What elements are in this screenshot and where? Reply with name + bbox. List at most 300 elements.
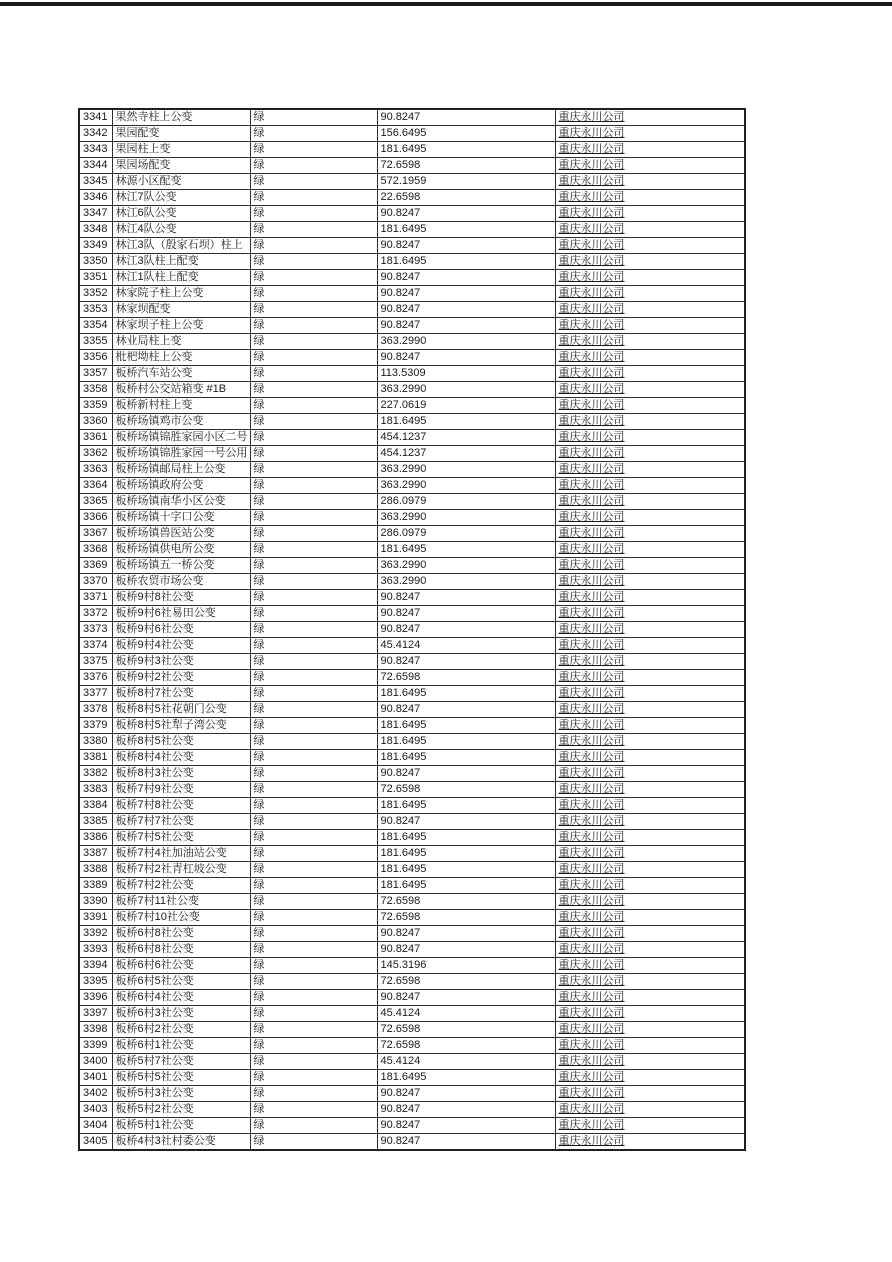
table-row <box>79 366 745 382</box>
company-link[interactable]: 重庆永川公司 <box>558 991 625 1003</box>
row-status-cell: 绿 <box>250 1006 377 1022</box>
row-number-cell: 3378 <box>79 702 112 718</box>
row-name-cell: 板桥场镇邮局柱上公变 <box>112 462 250 478</box>
row-company-cell[interactable] <box>555 862 745 878</box>
row-status-cell: 绿 <box>250 526 377 542</box>
row-value-cell: 45.4124 <box>377 1006 555 1022</box>
row-name-cell: 板桥8村4社公变 <box>112 750 250 766</box>
row-status-cell: 绿 <box>250 606 377 622</box>
row-company-cell[interactable] <box>555 126 745 142</box>
row-number-cell: 3375 <box>79 654 112 670</box>
row-status-cell: 绿 <box>250 638 377 654</box>
table-row <box>79 286 745 302</box>
row-name-cell: 板桥9村8社公变 <box>112 590 250 606</box>
row-value-cell: 363.2990 <box>377 382 555 398</box>
table-row <box>79 1086 745 1102</box>
row-status-cell: 绿 <box>250 109 377 126</box>
row-status-cell: 绿 <box>250 750 377 766</box>
row-number-cell: 3383 <box>79 782 112 798</box>
row-value-cell: 572.1959 <box>377 174 555 190</box>
row-value-cell: 72.6598 <box>377 782 555 798</box>
company-link[interactable]: 重庆永川公司 <box>558 415 625 427</box>
row-company-cell[interactable] <box>555 1086 745 1102</box>
row-number-cell: 3390 <box>79 894 112 910</box>
company-link[interactable]: 重庆永川公司 <box>558 655 625 667</box>
row-company-cell[interactable] <box>555 174 745 190</box>
row-company-cell[interactable] <box>555 109 745 126</box>
row-name-cell: 板桥8村5社花朝门公变 <box>112 702 250 718</box>
table-row <box>79 302 745 318</box>
company-link[interactable]: 重庆永川公司 <box>558 191 625 203</box>
table-row <box>79 238 745 254</box>
row-company-cell[interactable] <box>555 958 745 974</box>
table-row <box>79 878 745 894</box>
row-value-cell: 72.6598 <box>377 158 555 174</box>
row-name-cell: 林源小区配变 <box>112 174 250 190</box>
row-value-cell: 72.6598 <box>377 1038 555 1054</box>
row-company-cell[interactable] <box>555 798 745 814</box>
table-row <box>79 814 745 830</box>
row-name-cell: 板桥5村7社公变 <box>112 1054 250 1070</box>
table-row <box>79 782 745 798</box>
company-link[interactable]: 重庆永川公司 <box>558 799 625 811</box>
row-company-cell[interactable] <box>555 942 745 958</box>
company-link[interactable]: 重庆永川公司 <box>558 639 625 651</box>
row-value-cell: 90.8247 <box>377 109 555 126</box>
row-company-cell[interactable] <box>555 510 745 526</box>
company-link[interactable]: 重庆永川公司 <box>558 783 625 795</box>
table-row <box>79 1054 745 1070</box>
row-company-cell[interactable] <box>555 990 745 1006</box>
table-row <box>79 958 745 974</box>
row-company-cell[interactable] <box>555 718 745 734</box>
row-name-cell: 板桥场镇南华小区公变 <box>112 494 250 510</box>
row-number-cell: 3362 <box>79 446 112 462</box>
table-row <box>79 910 745 926</box>
row-number-cell: 3357 <box>79 366 112 382</box>
company-link[interactable]: 重庆永川公司 <box>558 335 625 347</box>
company-link[interactable]: 重庆永川公司 <box>558 1135 625 1147</box>
company-link[interactable]: 重庆永川公司 <box>558 175 625 187</box>
row-value-cell: 454.1237 <box>377 446 555 462</box>
company-link[interactable]: 重庆永川公司 <box>558 751 625 763</box>
company-link[interactable]: 重庆永川公司 <box>558 1119 625 1131</box>
row-company-cell[interactable] <box>555 926 745 942</box>
row-company-cell[interactable] <box>555 782 745 798</box>
row-number-cell: 3374 <box>79 638 112 654</box>
row-company-cell[interactable] <box>555 462 745 478</box>
row-company-cell[interactable] <box>555 366 745 382</box>
company-link[interactable]: 重庆永川公司 <box>558 671 625 683</box>
company-link[interactable]: 重庆永川公司 <box>558 1071 625 1083</box>
company-link[interactable]: 重庆永川公司 <box>558 271 625 283</box>
row-name-cell: 板桥9村3社公变 <box>112 654 250 670</box>
row-status-cell: 绿 <box>250 590 377 606</box>
row-value-cell: 72.6598 <box>377 910 555 926</box>
company-link[interactable]: 重庆永川公司 <box>558 287 625 299</box>
row-company-cell[interactable] <box>555 142 745 158</box>
row-company-cell[interactable] <box>555 190 745 206</box>
row-number-cell: 3367 <box>79 526 112 542</box>
row-value-cell: 90.8247 <box>377 318 555 334</box>
table-row <box>79 942 745 958</box>
row-status-cell: 绿 <box>250 478 377 494</box>
company-link[interactable]: 重庆永川公司 <box>558 1007 625 1019</box>
row-value-cell: 181.6495 <box>377 1070 555 1086</box>
row-value-cell: 90.8247 <box>377 1086 555 1102</box>
row-status-cell: 绿 <box>250 734 377 750</box>
company-link[interactable]: 重庆永川公司 <box>558 1023 625 1035</box>
row-company-cell[interactable] <box>555 606 745 622</box>
company-link[interactable]: 重庆永川公司 <box>558 159 625 171</box>
row-status-cell: 绿 <box>250 846 377 862</box>
row-value-cell: 181.6495 <box>377 734 555 750</box>
row-number-cell: 3405 <box>79 1134 112 1151</box>
company-link[interactable]: 重庆永川公司 <box>558 719 625 731</box>
row-company-cell[interactable] <box>555 766 745 782</box>
company-link[interactable]: 重庆永川公司 <box>558 319 625 331</box>
row-value-cell: 363.2990 <box>377 334 555 350</box>
row-status-cell: 绿 <box>250 830 377 846</box>
row-status-cell: 绿 <box>250 286 377 302</box>
company-link[interactable]: 重庆永川公司 <box>558 847 625 859</box>
row-name-cell: 板桥6村2社公变 <box>112 1022 250 1038</box>
row-company-cell[interactable] <box>555 878 745 894</box>
table-row <box>79 894 745 910</box>
company-link[interactable]: 重庆永川公司 <box>558 895 625 907</box>
row-company-cell[interactable] <box>555 446 745 462</box>
table-row <box>79 1118 745 1134</box>
table-row <box>79 510 745 526</box>
table-row <box>79 382 745 398</box>
company-link[interactable]: 重庆永川公司 <box>558 1103 625 1115</box>
row-company-cell[interactable] <box>555 814 745 830</box>
row-company-cell[interactable] <box>555 1118 745 1134</box>
row-status-cell: 绿 <box>250 766 377 782</box>
row-value-cell: 90.8247 <box>377 814 555 830</box>
company-link[interactable]: 重庆永川公司 <box>558 1055 625 1067</box>
row-company-cell[interactable] <box>555 318 745 334</box>
row-number-cell: 3394 <box>79 958 112 974</box>
row-name-cell: 板桥7村5社公变 <box>112 830 250 846</box>
row-status-cell: 绿 <box>250 1134 377 1151</box>
row-company-cell[interactable] <box>555 414 745 430</box>
row-company-cell[interactable] <box>555 894 745 910</box>
row-status-cell: 绿 <box>250 302 377 318</box>
row-company-cell[interactable] <box>555 622 745 638</box>
row-name-cell: 板桥5村2社公变 <box>112 1102 250 1118</box>
row-company-cell[interactable] <box>555 558 745 574</box>
row-number-cell: 3380 <box>79 734 112 750</box>
row-value-cell: 181.6495 <box>377 878 555 894</box>
row-status-cell: 绿 <box>250 990 377 1006</box>
table-row <box>79 1134 745 1151</box>
row-status-cell: 绿 <box>250 1102 377 1118</box>
row-status-cell: 绿 <box>250 686 377 702</box>
row-number-cell: 3398 <box>79 1022 112 1038</box>
row-company-cell[interactable] <box>555 270 745 286</box>
row-company-cell[interactable] <box>555 542 745 558</box>
row-company-cell[interactable] <box>555 158 745 174</box>
table-row <box>79 222 745 238</box>
row-number-cell: 3355 <box>79 334 112 350</box>
company-link[interactable]: 重庆永川公司 <box>558 575 625 587</box>
row-number-cell: 3354 <box>79 318 112 334</box>
row-status-cell: 绿 <box>250 782 377 798</box>
row-number-cell: 3386 <box>79 830 112 846</box>
row-name-cell: 板桥5村1社公变 <box>112 1118 250 1134</box>
company-link[interactable]: 重庆永川公司 <box>558 1039 625 1051</box>
company-link[interactable]: 重庆永川公司 <box>558 879 625 891</box>
row-company-cell[interactable] <box>555 830 745 846</box>
row-number-cell: 3371 <box>79 590 112 606</box>
table-row <box>79 414 745 430</box>
row-status-cell: 绿 <box>250 462 377 478</box>
company-link[interactable]: 重庆永川公司 <box>558 831 625 843</box>
company-link[interactable]: 重庆永川公司 <box>558 911 625 923</box>
row-name-cell: 板桥9村4社公变 <box>112 638 250 654</box>
company-link[interactable]: 重庆永川公司 <box>558 591 625 603</box>
row-number-cell: 3353 <box>79 302 112 318</box>
table-row <box>79 670 745 686</box>
row-company-cell[interactable] <box>555 206 745 222</box>
row-company-cell[interactable] <box>555 670 745 686</box>
row-number-cell: 3399 <box>79 1038 112 1054</box>
row-value-cell: 90.8247 <box>377 206 555 222</box>
company-link[interactable]: 重庆永川公司 <box>558 255 625 267</box>
row-company-cell[interactable] <box>555 1038 745 1054</box>
row-company-cell[interactable] <box>555 334 745 350</box>
row-value-cell: 113.5309 <box>377 366 555 382</box>
company-link[interactable]: 重庆永川公司 <box>558 111 625 123</box>
row-status-cell: 绿 <box>250 382 377 398</box>
company-link[interactable]: 重庆永川公司 <box>558 543 625 555</box>
row-name-cell: 板桥9村6社易田公变 <box>112 606 250 622</box>
row-company-cell[interactable] <box>555 1006 745 1022</box>
company-link[interactable]: 重庆永川公司 <box>558 223 625 235</box>
row-name-cell: 板桥7村11社公变 <box>112 894 250 910</box>
row-status-cell: 绿 <box>250 558 377 574</box>
company-link[interactable]: 重庆永川公司 <box>558 527 625 539</box>
row-company-cell[interactable] <box>555 1022 745 1038</box>
row-number-cell: 3393 <box>79 942 112 958</box>
row-number-cell: 3350 <box>79 254 112 270</box>
company-link[interactable]: 重庆永川公司 <box>558 943 625 955</box>
row-name-cell: 板桥7村9社公变 <box>112 782 250 798</box>
table-row <box>79 622 745 638</box>
company-link[interactable]: 重庆永川公司 <box>558 143 625 155</box>
row-name-cell: 板桥场镇十字口公变 <box>112 510 250 526</box>
row-company-cell[interactable] <box>555 238 745 254</box>
row-value-cell: 90.8247 <box>377 654 555 670</box>
company-link[interactable]: 重庆永川公司 <box>558 351 625 363</box>
company-link[interactable]: 重庆永川公司 <box>558 399 625 411</box>
row-status-cell: 绿 <box>250 142 377 158</box>
company-link[interactable]: 重庆永川公司 <box>558 431 625 443</box>
row-name-cell: 板桥6村4社公变 <box>112 990 250 1006</box>
table-row <box>79 158 745 174</box>
row-status-cell: 绿 <box>250 542 377 558</box>
row-company-cell[interactable] <box>555 254 745 270</box>
row-number-cell: 3368 <box>79 542 112 558</box>
row-name-cell: 板桥6村3社公变 <box>112 1006 250 1022</box>
row-status-cell: 绿 <box>250 494 377 510</box>
row-value-cell: 286.0979 <box>377 526 555 542</box>
row-status-cell: 绿 <box>250 878 377 894</box>
row-name-cell: 枇杷坳柱上公变 <box>112 350 250 366</box>
row-status-cell: 绿 <box>250 1054 377 1070</box>
table-row <box>79 526 745 542</box>
row-number-cell: 3347 <box>79 206 112 222</box>
company-link[interactable]: 重庆永川公司 <box>558 687 625 699</box>
row-status-cell: 绿 <box>250 654 377 670</box>
company-link[interactable]: 重庆永川公司 <box>558 303 625 315</box>
row-company-cell[interactable] <box>555 494 745 510</box>
company-link[interactable]: 重庆永川公司 <box>558 239 625 251</box>
row-name-cell: 板桥5村3社公变 <box>112 1086 250 1102</box>
row-company-cell[interactable] <box>555 302 745 318</box>
table-row <box>79 254 745 270</box>
row-value-cell: 363.2990 <box>377 462 555 478</box>
row-number-cell: 3344 <box>79 158 112 174</box>
row-number-cell: 3349 <box>79 238 112 254</box>
row-number-cell: 3356 <box>79 350 112 366</box>
row-number-cell: 3391 <box>79 910 112 926</box>
row-value-cell: 45.4124 <box>377 638 555 654</box>
company-link[interactable]: 重庆永川公司 <box>558 511 625 523</box>
company-link[interactable]: 重庆永川公司 <box>558 863 625 875</box>
row-value-cell: 181.6495 <box>377 830 555 846</box>
row-status-cell: 绿 <box>250 910 377 926</box>
row-name-cell: 板桥9村2社公变 <box>112 670 250 686</box>
company-link[interactable]: 重庆永川公司 <box>558 623 625 635</box>
row-company-cell[interactable] <box>555 590 745 606</box>
company-link[interactable]: 重庆永川公司 <box>558 703 625 715</box>
row-status-cell: 绿 <box>250 366 377 382</box>
company-link[interactable]: 重庆永川公司 <box>558 815 625 827</box>
row-company-cell[interactable] <box>555 286 745 302</box>
table-row <box>79 174 745 190</box>
row-company-cell[interactable] <box>555 398 745 414</box>
row-status-cell: 绿 <box>250 350 377 366</box>
row-number-cell: 3376 <box>79 670 112 686</box>
row-status-cell: 绿 <box>250 126 377 142</box>
row-number-cell: 3397 <box>79 1006 112 1022</box>
row-number-cell: 3379 <box>79 718 112 734</box>
row-name-cell: 板桥8村5社公变 <box>112 734 250 750</box>
company-link[interactable]: 重庆永川公司 <box>558 767 625 779</box>
row-company-cell[interactable] <box>555 910 745 926</box>
row-number-cell: 3396 <box>79 990 112 1006</box>
row-value-cell: 90.8247 <box>377 238 555 254</box>
row-name-cell: 板桥新村柱上变 <box>112 398 250 414</box>
table-row <box>79 1102 745 1118</box>
company-link[interactable]: 重庆永川公司 <box>558 927 625 939</box>
row-value-cell: 363.2990 <box>377 574 555 590</box>
row-status-cell: 绿 <box>250 1118 377 1134</box>
row-number-cell: 3366 <box>79 510 112 526</box>
row-company-cell[interactable] <box>555 846 745 862</box>
row-value-cell: 90.8247 <box>377 286 555 302</box>
company-link[interactable]: 重庆永川公司 <box>558 383 625 395</box>
row-status-cell: 绿 <box>250 510 377 526</box>
row-status-cell: 绿 <box>250 446 377 462</box>
company-link[interactable]: 重庆永川公司 <box>558 127 625 139</box>
row-company-cell[interactable] <box>555 1134 745 1151</box>
row-company-cell[interactable] <box>555 750 745 766</box>
page-top-strip <box>0 2 892 6</box>
company-link[interactable]: 重庆永川公司 <box>558 367 625 379</box>
row-company-cell[interactable] <box>555 686 745 702</box>
row-company-cell[interactable] <box>555 974 745 990</box>
company-link[interactable]: 重庆永川公司 <box>558 447 625 459</box>
row-value-cell: 181.6495 <box>377 142 555 158</box>
table-row <box>79 270 745 286</box>
company-link[interactable]: 重庆永川公司 <box>558 607 625 619</box>
row-company-cell[interactable] <box>555 382 745 398</box>
row-number-cell: 3348 <box>79 222 112 238</box>
row-number-cell: 3388 <box>79 862 112 878</box>
row-company-cell[interactable] <box>555 430 745 446</box>
row-company-cell[interactable] <box>555 222 745 238</box>
company-link[interactable]: 重庆永川公司 <box>558 1087 625 1099</box>
row-value-cell: 72.6598 <box>377 1022 555 1038</box>
row-company-cell[interactable] <box>555 734 745 750</box>
row-number-cell: 3341 <box>79 109 112 126</box>
row-value-cell: 90.8247 <box>377 1102 555 1118</box>
row-company-cell[interactable] <box>555 1070 745 1086</box>
row-company-cell[interactable] <box>555 1054 745 1070</box>
row-status-cell: 绿 <box>250 1038 377 1054</box>
row-name-cell: 林家坝配变 <box>112 302 250 318</box>
row-status-cell: 绿 <box>250 190 377 206</box>
row-number-cell: 3389 <box>79 878 112 894</box>
row-status-cell: 绿 <box>250 270 377 286</box>
row-name-cell: 林江7队公变 <box>112 190 250 206</box>
company-link[interactable]: 重庆永川公司 <box>558 463 625 475</box>
transformer-table-body <box>79 109 745 1150</box>
row-name-cell: 板桥6村8社公变 <box>112 926 250 942</box>
table-row <box>79 1038 745 1054</box>
row-number-cell: 3392 <box>79 926 112 942</box>
row-value-cell: 72.6598 <box>377 974 555 990</box>
row-company-cell[interactable] <box>555 350 745 366</box>
row-company-cell[interactable] <box>555 1102 745 1118</box>
company-link[interactable]: 重庆永川公司 <box>558 975 625 987</box>
row-name-cell: 板桥4村3社村委公变 <box>112 1134 250 1151</box>
row-company-cell[interactable] <box>555 478 745 494</box>
row-company-cell[interactable] <box>555 702 745 718</box>
company-link[interactable]: 重庆永川公司 <box>558 207 625 219</box>
row-name-cell: 板桥9村6社公变 <box>112 622 250 638</box>
row-company-cell[interactable] <box>555 526 745 542</box>
company-link[interactable]: 重庆永川公司 <box>558 495 625 507</box>
row-company-cell[interactable] <box>555 574 745 590</box>
row-status-cell: 绿 <box>250 942 377 958</box>
company-link[interactable]: 重庆永川公司 <box>558 479 625 491</box>
row-company-cell[interactable] <box>555 638 745 654</box>
row-value-cell: 181.6495 <box>377 686 555 702</box>
row-company-cell[interactable] <box>555 654 745 670</box>
company-link[interactable]: 重庆永川公司 <box>558 559 625 571</box>
company-link[interactable]: 重庆永川公司 <box>558 735 625 747</box>
table-row <box>79 1006 745 1022</box>
row-number-cell: 3404 <box>79 1118 112 1134</box>
company-link[interactable]: 重庆永川公司 <box>558 959 625 971</box>
row-value-cell: 156.6495 <box>377 126 555 142</box>
row-number-cell: 3361 <box>79 430 112 446</box>
row-number-cell: 3352 <box>79 286 112 302</box>
